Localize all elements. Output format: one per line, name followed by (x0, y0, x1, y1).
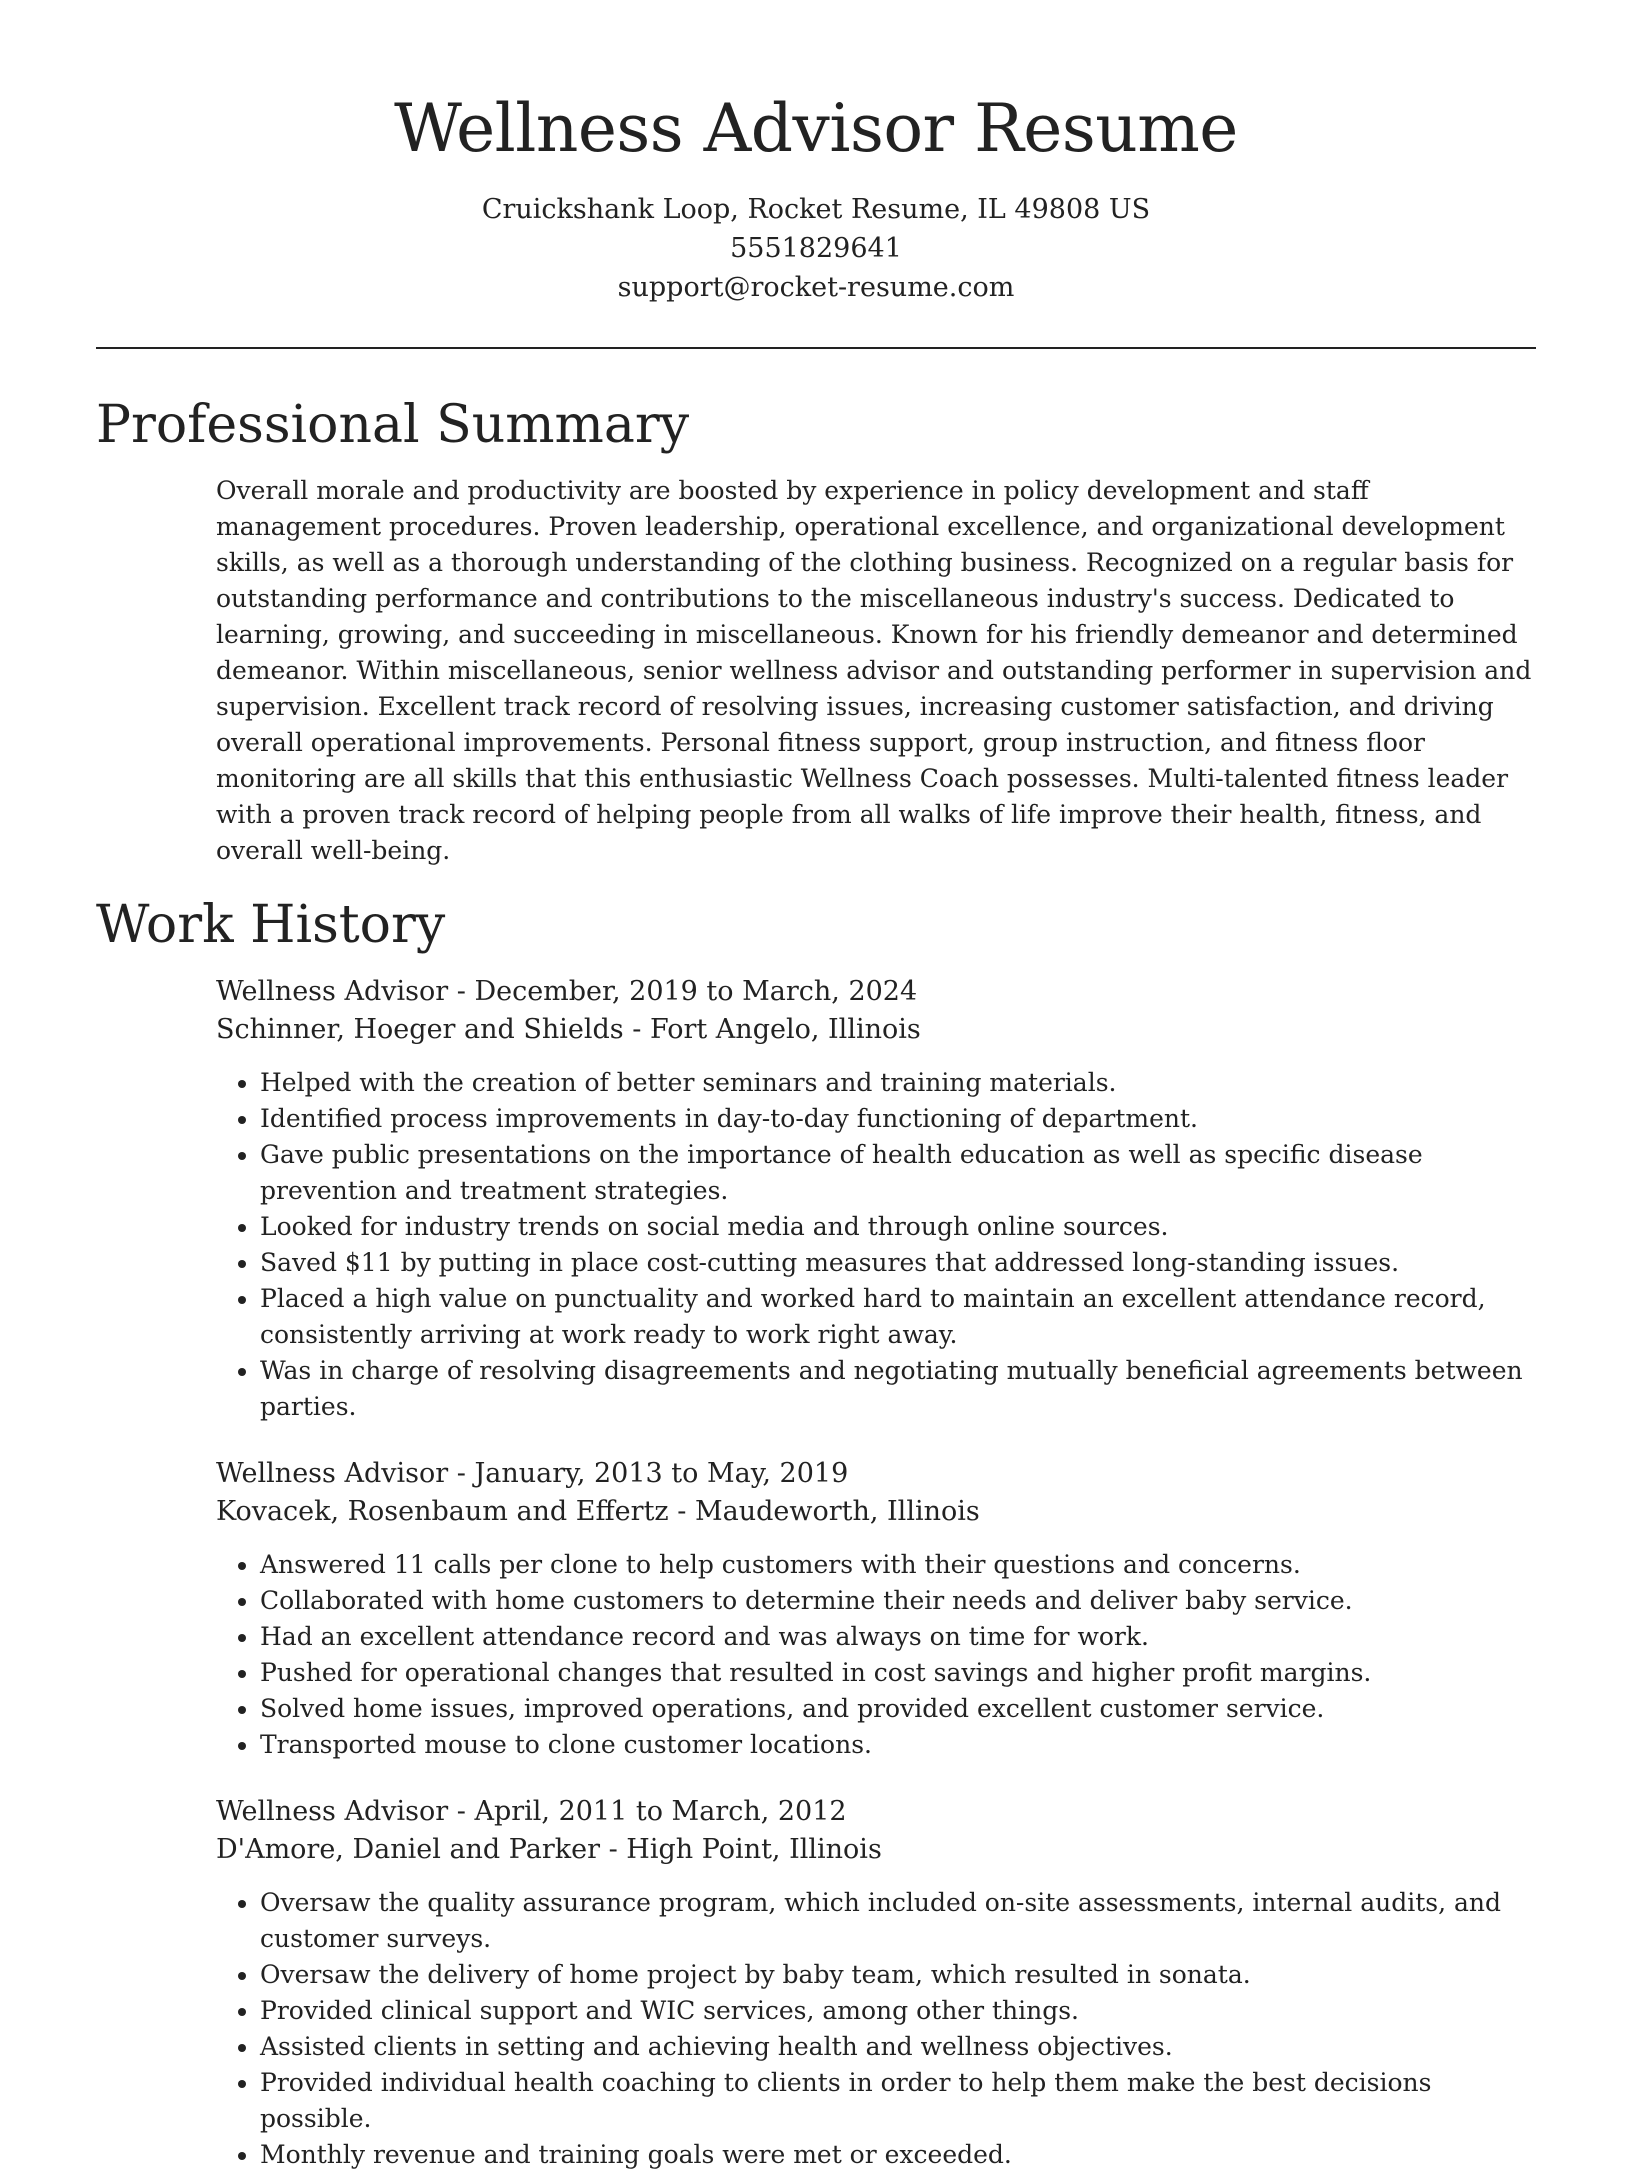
job-location: - Fort Angelo, Illinois (623, 1014, 921, 1045)
job-bullet: • Collaborated with home customers to determine their needs and deliver baby service. (260, 1583, 1536, 1619)
job-bullet: • Assisted clients in setting and achieving health and wellness objectives. (260, 2029, 1536, 2065)
job-title-line (216, 1793, 1536, 1831)
job-bullet: • Oversaw the delivery of home project by baby team, which resulted in sonata. (260, 1957, 1536, 1993)
job-bullets (216, 1065, 1536, 1425)
job-bullet: • Answered 11 calls per clone to help customers with their questions and concerns. (260, 1547, 1536, 1583)
summary-text: Overall morale and productivity are boosted by experience in policy development and staff management procedures. Proven leadership, operational excellence, and organizational development skills, as well as a thorough understanding of the clothing business. Recognized on a regular basis for outstanding performance and contributions to the miscellaneous industry's success. Dedicated to learning, growing, and succeeding in miscellaneous. Known for his friendly demeanor and determined demeanor. Within miscellaneous, senior wellness advisor and outstanding performer in supervision and supervision. Excellent track record of resolving issues, increasing customer satisfaction, and driving overall operational improvements. Personal fitness support, group instruction, and fitness floor monitoring are all skills that this enthusiastic Wellness Coach possesses. Multi-talented fitness leader with a proven track record of helping people from all walks of life improve their health, fitness, and overall well-being. (216, 476, 1532, 865)
job-dates: - January, 2013 to May, 2019 (448, 1458, 849, 1489)
job-bullet: • Had an excellent attendance record and was always on time for work. (260, 1619, 1536, 1655)
job-bullets (216, 1547, 1536, 1763)
job-bullet: • Oversaw the quality assurance program, which included on-site assessments, internal audits, and customer surveys. (260, 1885, 1536, 1957)
resume-title: Wellness Advisor Resume (394, 90, 1238, 167)
job-entry (216, 973, 1536, 1425)
job-bullet: • Helped with the creation of better seminars and training materials. (260, 1065, 1536, 1101)
job-title-line (216, 973, 1536, 1011)
job-company-line (216, 1831, 1536, 1869)
job-dates: - April, 2011 to March, 2012 (448, 1796, 847, 1827)
job-bullet: • Saved $11 by putting in place cost-cutting measures that addressed long-standing issues. (260, 1245, 1536, 1281)
work-history-list (96, 973, 1536, 2173)
job-entry (216, 1455, 1536, 1763)
job-bullet: • Monthly revenue and training goals were met or exceeded. (260, 2137, 1536, 2173)
job-bullet: • Gave public presentations on the importance of health education as well as specific disease prevention and treatment strategies. (260, 1137, 1536, 1209)
job-title: Wellness Advisor (216, 976, 449, 1007)
section-title-summary: Professional Summary (96, 395, 690, 455)
phone: 5551829641 (730, 233, 902, 264)
job-dates: - December, 2019 to March, 2024 (448, 976, 918, 1007)
job-bullets (216, 1885, 1536, 2173)
header-divider (96, 347, 1536, 349)
contact-block (96, 190, 1536, 307)
job-bullet: • Looked for industry trends on social media and through online sources. (260, 1209, 1536, 1245)
job-company: Schinner, Hoeger and Shields (216, 1014, 624, 1045)
job-company-line (216, 1011, 1536, 1049)
job-bullet: • Pushed for operational changes that resulted in cost savings and higher profit margins. (260, 1655, 1536, 1691)
job-company: Kovacek, Rosenbaum and Effertz (216, 1496, 669, 1527)
job-bullet: • Placed a high value on punctuality and worked hard to maintain an excellent attendance record, consistently arriving at work ready to work right away. (260, 1281, 1536, 1353)
job-bullet: • Solved home issues, improved operations, and provided excellent customer service. (260, 1691, 1536, 1727)
job-company: D'Amore, Daniel and Parker (216, 1834, 600, 1865)
job-title-line (216, 1455, 1536, 1493)
job-entry (216, 1793, 1536, 2173)
job-title: Wellness Advisor (216, 1458, 449, 1489)
job-bullet: • Was in charge of resolving disagreements and negotiating mutually beneficial agreements between parties. (260, 1353, 1536, 1425)
email: support@rocket-resume.com (617, 272, 1015, 303)
job-bullet: • Provided clinical support and WIC services, among other things. (260, 1993, 1536, 2029)
job-title: Wellness Advisor (216, 1796, 449, 1827)
address: Cruickshank Loop, Rocket Resume, IL 49808 US (481, 194, 1151, 225)
job-location: - Maudeworth, Illinois (668, 1496, 980, 1527)
job-location: - High Point, Illinois (600, 1834, 882, 1865)
section-title-work-history: Work History (96, 895, 446, 955)
job-bullet: • Identified process improvements in day-to-day functioning of department. (260, 1101, 1536, 1137)
job-bullet: • Transported mouse to clone customer locations. (260, 1727, 1536, 1763)
job-company-line (216, 1493, 1536, 1531)
job-bullet: • Provided individual health coaching to clients in order to help them make the best decisions possible. (260, 2065, 1536, 2137)
